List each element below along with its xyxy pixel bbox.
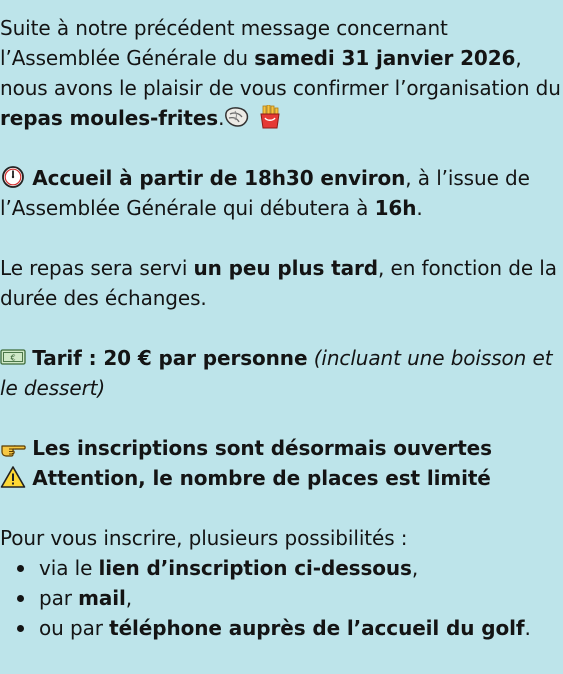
list-item-punct: , (125, 586, 133, 610)
registration-open: Les inscriptions sont désormais ouvertes (32, 436, 492, 460)
list-item-punct: , (411, 556, 419, 580)
list-item-text: via le (39, 556, 99, 580)
meal-timing-text-end: , en fonction de la durée des échanges. (0, 256, 557, 310)
price: Tarif : 20 € par personne (32, 346, 308, 370)
intro-text-3: . (218, 106, 225, 130)
registration-open-line (0, 433, 563, 463)
email-option-label: mail (78, 586, 126, 610)
welcome-text-end: . (416, 196, 423, 220)
price-paragraph (0, 343, 563, 403)
meal-timing-text: Le repas sera servi (0, 256, 194, 280)
meal-name: repas moules-frites (0, 106, 219, 130)
meal-timing-emphasis: un peu plus tard (193, 256, 378, 280)
warning-icon (0, 465, 26, 489)
clock-icon (0, 165, 26, 189)
warning-line (0, 463, 563, 493)
list-item-text: ou par (39, 616, 110, 640)
ticket-icon (0, 345, 26, 369)
price-details: (incluant une boisson et le dessert) (0, 346, 553, 400)
oyster-icon (224, 105, 250, 129)
meal-timing-paragraph (0, 253, 563, 313)
welcome-text: , à l’issue de l’Assemblée Générale qui débutera à (0, 166, 530, 220)
intro-paragraph (0, 13, 563, 133)
list-item (0, 583, 563, 613)
bullet-icon (17, 595, 24, 602)
list-item (0, 553, 563, 583)
phone-option-label: téléphone auprès de l’accueil du golf (109, 616, 525, 640)
intro-text-2: , nous avons le plaisir de vous confirmer l’organisation du (0, 46, 561, 100)
bullet-icon (17, 565, 24, 572)
fries-icon (257, 105, 283, 129)
list-item-text: par (39, 586, 79, 610)
pointing-hand-icon (0, 435, 26, 459)
list-item-punct: . (524, 616, 531, 640)
svg-text:€: € (10, 353, 16, 363)
welcome-paragraph (0, 163, 563, 223)
registration-options-list (0, 553, 563, 643)
welcome-time: Accueil à partir de 18h30 environ (32, 166, 406, 190)
list-item (0, 613, 563, 643)
registration-intro: Pour vous inscrire, plusieurs possibilités : (0, 526, 408, 550)
event-date: samedi 31 janvier 2026 (254, 46, 516, 70)
bullet-icon (17, 625, 24, 632)
limited-places-warning: Attention, le nombre de places est limité (32, 466, 491, 490)
assembly-start-time: 16h (374, 196, 417, 220)
intro-text: Suite à notre précédent message concernant l’Assemblée Générale du (0, 16, 448, 70)
registration-link-label: lien d’inscription ci-dessous (98, 556, 412, 580)
